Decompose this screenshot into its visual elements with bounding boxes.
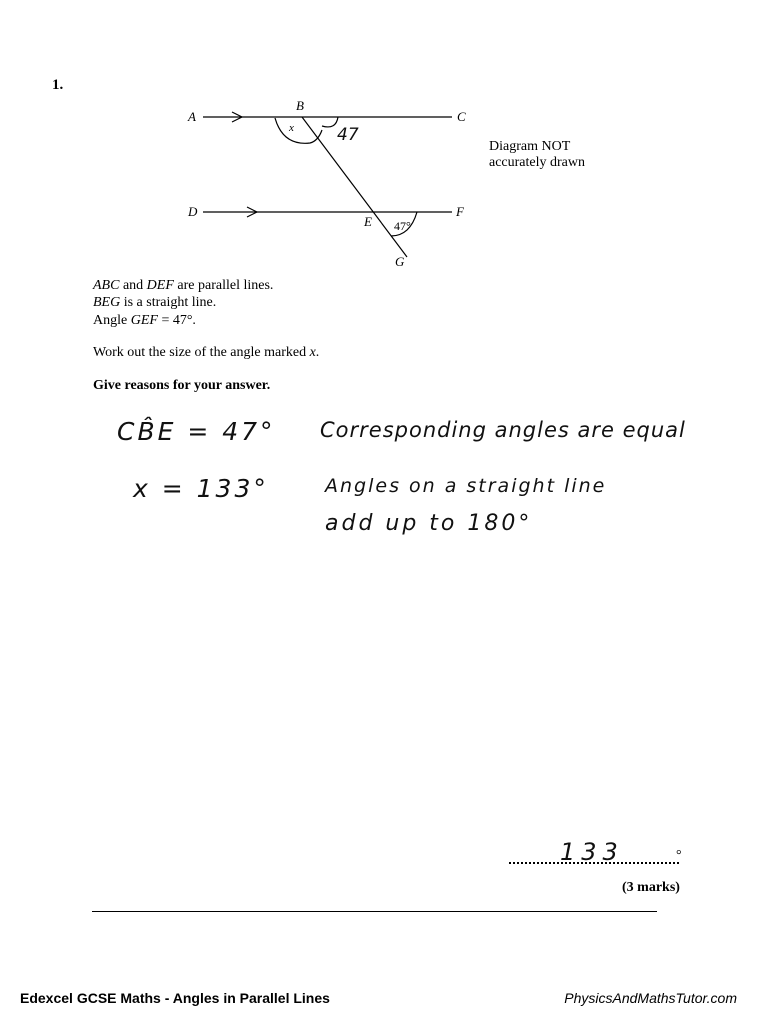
label-e: E xyxy=(364,214,372,229)
label-d: D xyxy=(188,204,198,219)
horizontal-rule xyxy=(92,911,657,912)
statement-angle: Angle GEF = 47°. xyxy=(93,313,196,328)
footer-title: Edexcel GCSE Maths - Angles in Parallel Lines xyxy=(20,990,330,1006)
handwritten-reason-straight-line: Angles on a straight line xyxy=(325,475,607,497)
label-a: A xyxy=(188,109,196,124)
handwritten-angle-cbe: CB̂E = 47° xyxy=(117,417,276,446)
handwritten-reason-180: add up to 180° xyxy=(325,511,533,536)
statement-parallel: ABC and DEF are parallel lines. xyxy=(93,278,274,293)
label-f: F xyxy=(456,204,464,219)
arc-angle-b xyxy=(322,117,338,127)
reasons-prompt: Give reasons for your answer. xyxy=(93,378,271,393)
arc-angle-x xyxy=(275,118,322,143)
diagram-note-line1: Diagram NOT xyxy=(489,139,571,154)
marks-label: (3 marks) xyxy=(622,880,680,895)
label-b: B xyxy=(296,98,304,113)
handwritten-x-value: x = 133° xyxy=(133,474,269,503)
angle-b-handwritten: 47 xyxy=(337,125,359,145)
label-g: G xyxy=(395,254,405,269)
footer-site: PhysicsAndMathsTutor.com xyxy=(564,990,737,1006)
question-number: 1. xyxy=(52,77,64,93)
handwritten-reason-corresponding: Corresponding angles are equal xyxy=(320,418,686,442)
handwritten-answer: 133 xyxy=(560,838,624,866)
angle-e-label: 47° xyxy=(394,219,411,233)
statement-straight-line: BEG is a straight line. xyxy=(93,295,217,310)
degree-symbol: ° xyxy=(676,848,682,863)
diagram-note-line2: accurately drawn xyxy=(489,155,585,170)
instruction: Work out the size of the angle marked x. xyxy=(93,345,320,360)
parallel-lines-diagram xyxy=(0,0,768,300)
label-c: C xyxy=(457,109,466,124)
label-x: x xyxy=(289,122,294,134)
